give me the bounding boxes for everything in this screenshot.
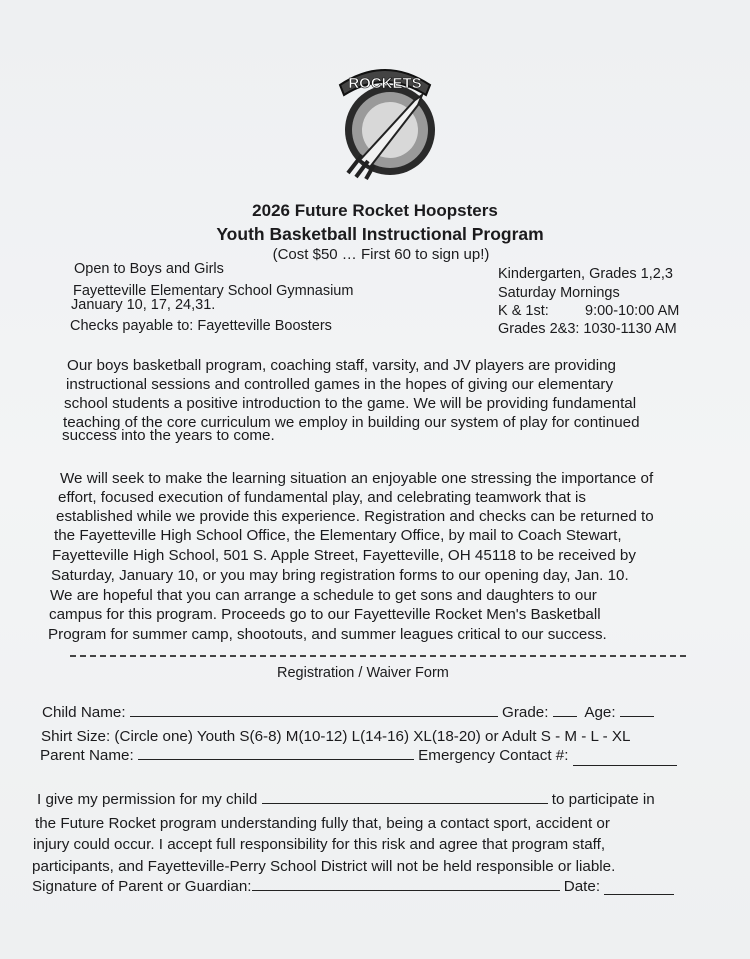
cost-note: (Cost $50 … First 60 to sign up!): [272, 246, 490, 263]
parent-name-label: Parent Name:: [40, 747, 134, 764]
emergency-contact-field[interactable]: [573, 753, 677, 766]
grade-label: Grade:: [502, 704, 549, 721]
paragraph-line: We will seek to make the learning situation an enjoyable one stressing the importance of: [60, 470, 654, 487]
waiver-line: injury could occur. I accept full responsibility for this risk and agree that program staff,: [33, 836, 606, 853]
shirt-size-options[interactable]: Shirt Size: (Circle one) Youth S(6-8) M(10-12) L(14-16) XL(18-20) or Adult S - M - L - XL: [41, 728, 631, 745]
permission-text-end: to participate in: [551, 791, 655, 808]
child-name-field[interactable]: [130, 704, 498, 717]
permission-row: [37, 791, 655, 809]
permission-child-field[interactable]: [262, 791, 548, 804]
permission-text: I give my permission for my child: [37, 791, 258, 808]
info-day: Saturday Mornings: [498, 285, 620, 301]
date-field[interactable]: [604, 882, 674, 895]
info-location: Fayetteville Elementary School Gymnasium: [73, 283, 354, 299]
age-field[interactable]: [620, 704, 654, 717]
info-k1-label: K & 1st:: [498, 303, 549, 319]
parent-row: [40, 747, 677, 765]
subtitle: Youth Basketball Instructional Program: [216, 224, 544, 244]
cut-line-divider: [70, 655, 686, 657]
info-checks: Checks payable to: Fayetteville Boosters: [70, 318, 332, 334]
info-open: Open to Boys and Girls: [74, 261, 224, 277]
paragraph-line: success into the years to come.: [62, 427, 275, 444]
paragraph-line: Program for summer camp, shootouts, and summer leagues critical to our success.: [48, 626, 607, 643]
info-dates: January 10, 17, 24,31.: [71, 297, 216, 313]
form-title: Registration / Waiver Form: [277, 665, 449, 681]
paragraph-line: Fayetteville High School, 501 S. Apple Street, Fayetteville, OH 45118 to be received by: [52, 547, 636, 564]
rockets-logo: [330, 55, 440, 180]
paragraph-line: We are hopeful that you can arrange a schedule to get sons and daughters to our: [50, 587, 597, 604]
paragraph-line: campus for this program. Proceeds go to our Fayetteville Rocket Men's Basketball: [49, 606, 601, 623]
paragraph-line: the Fayetteville High School Office, the Elementary Office, by mail to Coach Stewart,: [54, 527, 622, 544]
parent-name-field[interactable]: [138, 747, 414, 760]
child-name-label: Child Name:: [42, 704, 126, 721]
paragraph-line: Saturday, January 10, or you may bring registration forms to our opening day, Jan. 10.: [51, 567, 629, 584]
info-grades: Kindergarten, Grades 1,2,3: [498, 266, 673, 282]
title: 2026 Future Rocket Hoopsters: [252, 201, 498, 220]
emergency-contact-label: Emergency Contact #:: [418, 747, 569, 764]
info-k1-time: 9:00-10:00 AM: [585, 303, 680, 319]
age-label: Age:: [584, 704, 616, 721]
grade-field[interactable]: [553, 704, 577, 717]
paragraph-line: established while we provide this experience. Registration and checks can be returned to: [56, 508, 654, 525]
paragraph-line: school students a positive introduction to the game. We will be providing fundamental: [64, 395, 637, 412]
waiver-line: the Future Rocket program understanding fully that, being a contact sport, accident or: [35, 815, 610, 832]
signature-field[interactable]: [252, 878, 560, 891]
signature-label: Signature of Parent or Guardian:: [32, 878, 252, 895]
paragraph-line: effort, focused execution of fundamental play, and celebrating teamwork that is: [58, 489, 586, 506]
signature-row: [32, 878, 674, 896]
paragraph-line: teaching of the core curriculum we employ in building our system of play for continued: [63, 414, 640, 431]
waiver-line: participants, and Fayetteville-Perry School District will not be held responsible or liable.: [32, 858, 616, 875]
paragraph-line: instructional sessions and controlled games in the hopes of giving our elementary: [66, 376, 614, 393]
svg-text:ROCKETS: ROCKETS: [348, 75, 422, 92]
child-name-row: [42, 704, 654, 722]
paragraph-line: Our boys basketball program, coaching staff, varsity, and JV players are providing: [67, 357, 616, 374]
date-label: Date:: [563, 878, 601, 895]
info-grades23: Grades 2&3: 1030-1130 AM: [498, 321, 677, 337]
